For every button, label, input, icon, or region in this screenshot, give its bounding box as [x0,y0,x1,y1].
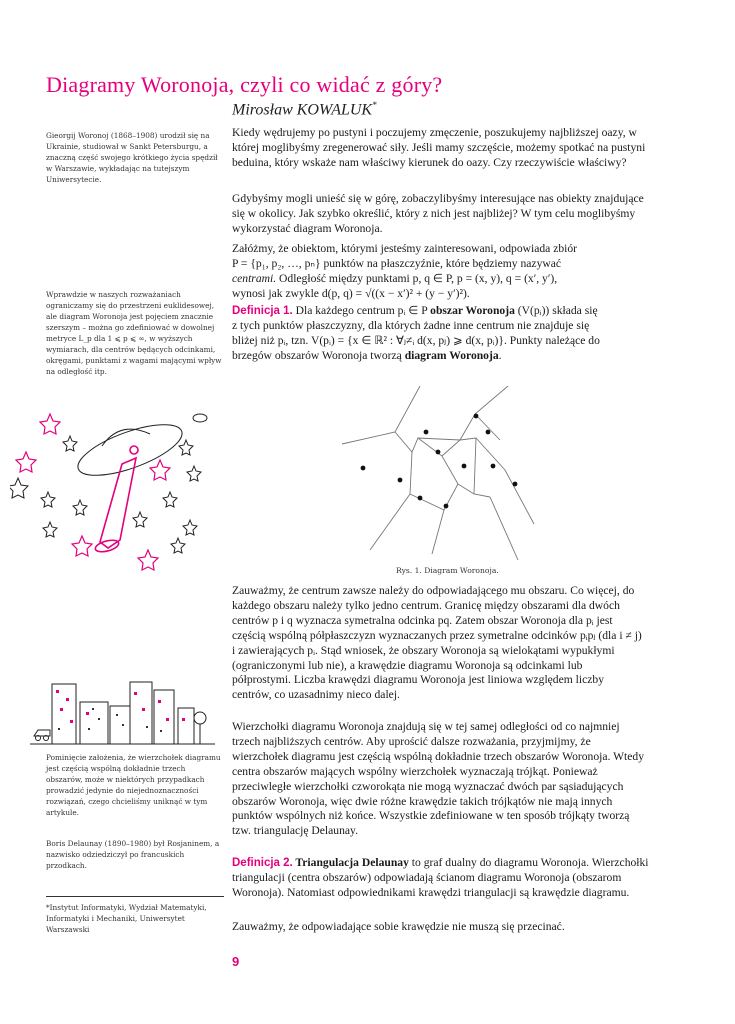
line [232,272,657,287]
definition-label: Definicja 2. [232,857,293,869]
line [232,304,657,319]
line: z tych punktów płaszczyzny, dla których żadne inne centrum nie znajduje się [232,318,590,332]
paragraph-text: Gdybyśmy mogli unieść się w górę, zobaczylibyśmy interesujące nas obiekty znajdujące się w okolicy. Jak szybko określić, który z nich jest najbliżej? W tym celu moglibyśmy wykorzystać diagram Woronoja. [232,192,644,235]
paragraph-closing [232,920,657,935]
ufo-illustration [10,400,210,580]
line: bliżej niż pᵢ, tzn. V(pᵢ) = {x ∈ ℝ² : ∀ⱼ≠ᵢ d(x, pⱼ) ⩾ d(x, pᵢ)}. Punkty należące do [232,333,600,347]
paragraph-assume [232,242,657,302]
line: P = {p₁, p₂, …, pₙ} punktów na płaszczyźnie, które będziemy nazywać [232,256,562,270]
def-text: to graf dualny do diagramu Woronoja. Wierzchołki triangulacji (centra obszarów) odpowiadają ścianom diagramu Woronoja (obszarom Woronoja). Natomiast odpowiednikami krawędzi triangulacji są krawędzie diagramu. [232,856,649,899]
paragraph-intro [232,126,657,171]
def-text: (V(pᵢ)) składa się [514,304,598,317]
def-term: diagram Woronoja [404,348,499,362]
side-note-metric: Wprawdzie w naszych rozważaniach ograniczamy się do przestrzeni euklidesowej, ale diagram Woronoja jest pojęciem znacznie szerszym – można go zdefiniować w dowolnej metryce L_p dla 1 ⩽ p ⩽ ∞, w wyższych wymiarach, dla centrów będących odcinkami, okręgami, punktami z wagami mającymi wpływ na odległość itp. [46,290,222,376]
def-term: obszar Woronoja [430,304,515,317]
term-centrami: centrami. [232,271,277,285]
def-text: . [498,348,502,362]
figure-caption: Rys. 1. Diagram Woronoja. [396,566,499,575]
article-title: Diagramy Woronoja, czyli co widać z góry? [46,72,443,97]
def-term: Triangulacja Delaunay [292,856,409,869]
line [232,349,657,364]
def-text: brzegów obszarów Woronoja tworzą [232,348,405,362]
author-line [232,100,377,119]
paragraph-fly [232,192,657,237]
paragraph-text: Kiedy wędrujemy po pustyni i poczujemy zmęczenie, poszukujemy najbliższej oazy, w której moglibyśmy zregenerować siły. Jeśli mamy szczęście, możemy spotkać na pustyni beduina, który wskaże nam właściwy kierunek do oazy. Czy rzeczywiście właściwy? [232,126,646,169]
footnote-rule [46,896,224,897]
side-note-woronoj: Gieorgij Woronoj (1868–1908) urodził się na Ukrainie, studiował w Sankt Petersburgu, a znaczną część swojego krótkiego życia spędził w Warszawie, wykładając na tutejszym Uniwersytecie. [46,131,218,184]
def-text: Dla każdego centrum pᵢ ∈ P [292,304,431,317]
footnote-affiliation: *Instytut Informatyki, Wydział Matematyki, Informatyki i Mechaniki, Uniwersytet Warszawski [46,903,207,934]
line: Załóżmy, że obiektom, którymi jesteśmy zainteresowani, odpowiada zbiór [232,242,578,255]
line-rest: Odległość między punktami p, q ∈ P, p = (x, y), q = (x′, y′), [276,271,558,285]
side-note-delaunay: Boris Delaunay (1890–1980) był Rosjaninem, a nazwisko odziedziczył po francuskich przodkach. [46,839,220,870]
author-footnote-mark: * [372,100,377,110]
paragraph-text: Zauważmy, że odpowiadające sobie krawędzie nie muszą się przecinać. [232,920,565,933]
paragraph-text [232,856,657,901]
definition-2 [232,856,657,901]
paragraph-observations [232,584,644,703]
paragraph-text: Wierzchołki diagramu Woronoja znajdują się w tej samej odległości od co najmniej trzech najbliższych centrów. Aby uprościć dalsze rozważania, przyjmijmy, że wierzchołek diagramu jest częścią wspólną dokładnie trzech obszarów Woronoja. Wtedy centra obszarów mających wspólny wierzchołek wyznaczają trójkąt. Ponieważ przeciwległe wierzchołki czworokąta nie mogą wyznaczać dwóch par sąsiadujących obszarów Woronoja, więc dwie różne krawędzie takich trójkątów nie mają innych punktów wspólnych niż końce. Wszystkie zdefiniowane w ten sposób trójkąty tworzą tzw. triangulację Delaunay. [232,720,644,838]
side-note-vertex: Pominięcie założenia, że wierzchołek diagramu jest częścią wspólną dokładnie trzech obszarów, może w niektórych przypadkach prowadzić jedynie do niejednoznaczności rozwiązań, czego chcieliśmy uniknąć w tym artykule. [46,753,221,817]
definition-label: Definicja 1. [232,305,293,317]
line: wynosi jak zwykle d(p, q) = √((x − x′)² + (y − y′)²). [232,286,470,300]
author-name: Mirosław KOWALUK [232,101,373,119]
city-skyline-illustration [30,678,215,748]
voronoi-diagram [340,382,560,562]
paragraph-vertices [232,720,646,839]
paragraph-text: Zauważmy, że centrum zawsze należy do odpowiadającego mu obszaru. Co więcej, do każdego obszaru należy tylko jedno centrum. Granicę między obszarami dla dwóch centrów p i q wyznacza symetralna odcinka pq. Zatem obszar Woronoja dla pᵢ jest częścią wspólną półpłaszczyzn wyznaczanych przez symetralne odcinków pᵢpⱼ (dla i ≠ j) i zawierających pᵢ. Stąd wniosek, że obszary Woronoja są wielokątami wypukłymi (ograniczonymi lub nie), a krawędzie diagramu Woronoja są odcinkami lub półprostymi. Liczba krawędzi diagramu Woronoja jest liniowa względem liczby centrów, co uzasadnimy nieco dalej. [232,584,642,702]
definition-1 [232,304,657,364]
page-number: 9 [232,954,240,969]
